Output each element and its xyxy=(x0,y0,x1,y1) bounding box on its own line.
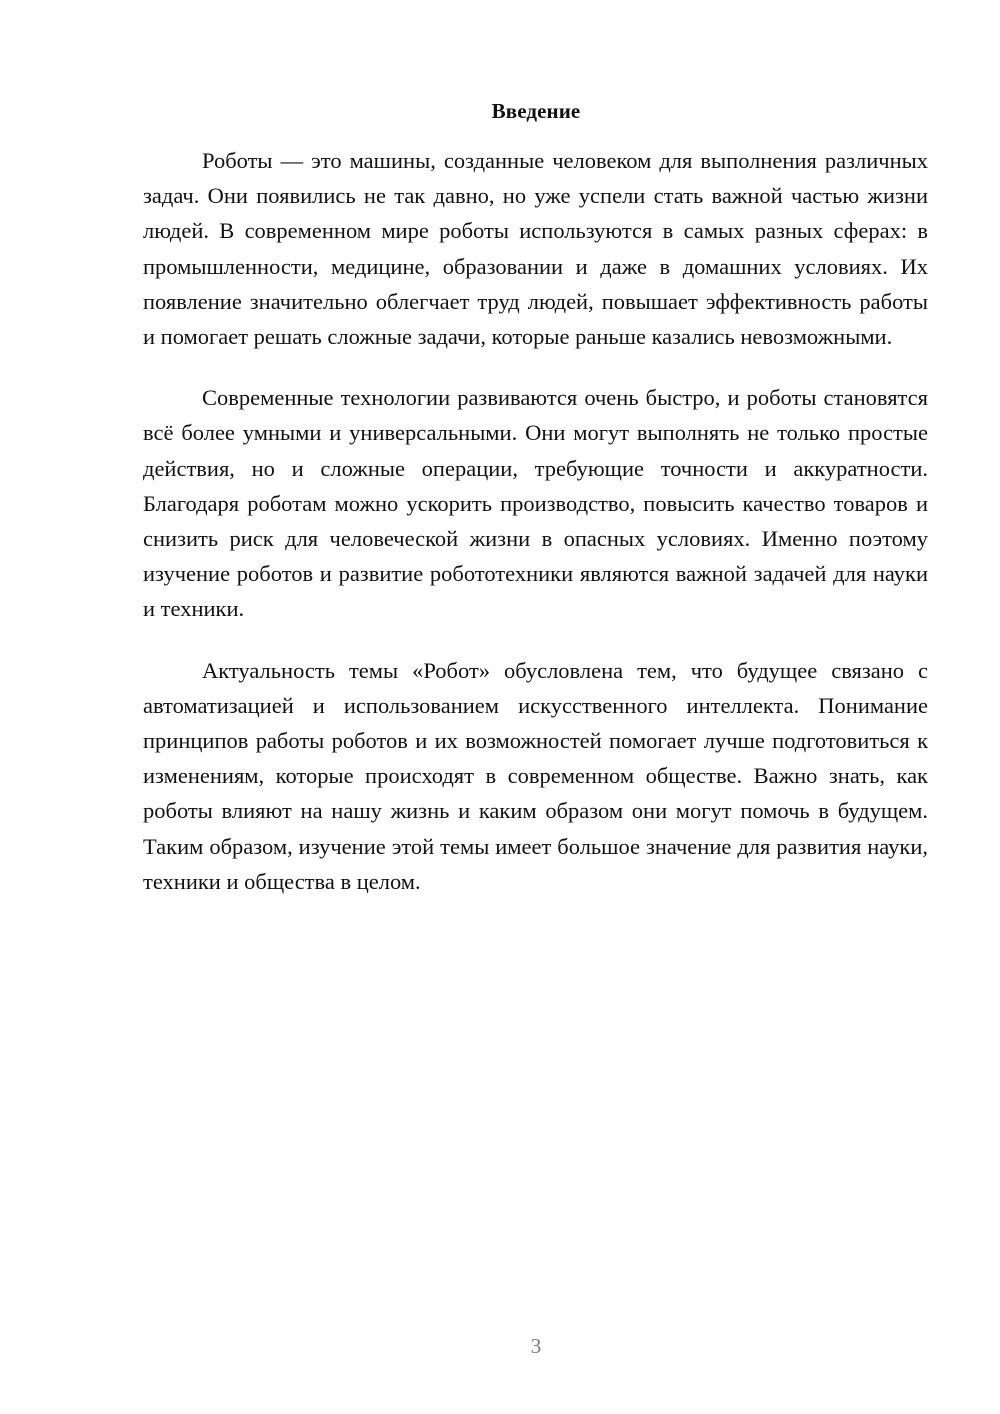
paragraph-2: Современные технологии развиваются очень быстро, и роботы становятся всё более умными и универсальными. Они могут выполнять не только простые действия, но и сложные операции, требующие точности и аккуратности. Благодаря роботам можно ускорить производство, повысить качество товаров и снизить риск для человеческой жизни в опасных условиях. Именно поэтому изучение роботов и развитие робототехники являются важной задачей для науки и техники. xyxy=(143,385,928,622)
paragraph-1: Роботы — это машины, созданные человеком для выполнения различных задач. Они появились не так давно, но уже успели стать важной частью жизни людей. В современном мире роботы используются в самых разных сферах: в промышленности, медицине, образовании и даже в домашних условиях. Их появление значительно облегчает труд людей, повышает эффективность работы и помогает решать сложные задачи, которые раньше казались невозможными. xyxy=(143,148,928,350)
paragraph-3: Актуальность темы «Робот» обусловлена тем, что будущее связано с автоматизацией и использованием искусственного интеллекта. Понимание принципов работы роботов и их возможностей помогает лучше подготовиться к изменениям, которые происходят в современном обществе. Важно знать, как роботы влияют на нашу жизнь и каким образом они могут помочь в будущем. Таким образом, изучение этой темы имеет большое значение для развития науки, техники и общества в целом. xyxy=(143,657,928,894)
body-text xyxy=(143,143,928,925)
page-number: 3 xyxy=(530,1334,542,1358)
section-title: Введение xyxy=(491,99,581,123)
